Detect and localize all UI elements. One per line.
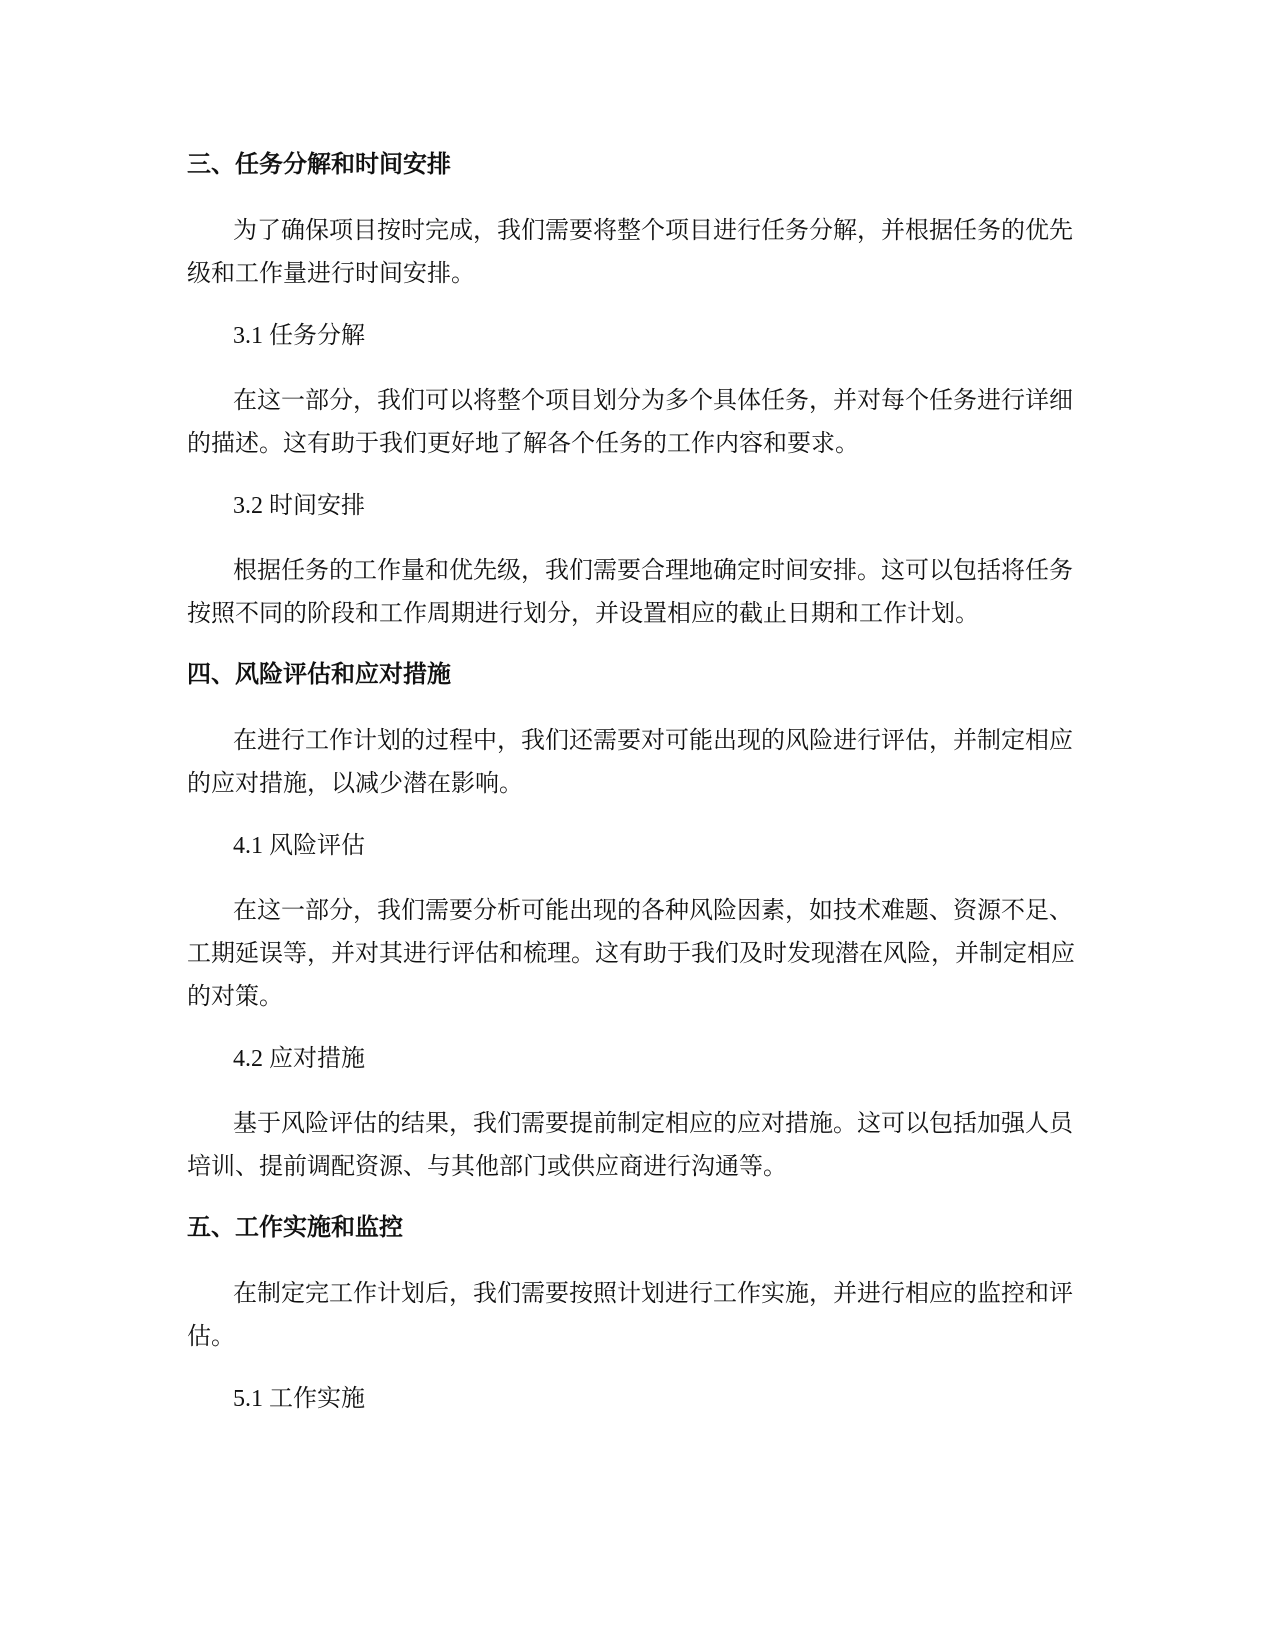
subsection-text: 根据任务的工作量和优先级，我们需要合理地确定时间安排。这可以包括将任务按照不同的阶段和工作周期进行划分，并设置相应的截止日期和工作计划。 <box>187 558 1073 627</box>
subsection-heading: 4.1 风险评估 <box>233 833 365 859</box>
subsection-heading: 3.1 任务分解 <box>233 323 365 349</box>
section-title: 三、任务分解和时间安排 <box>187 150 451 178</box>
section-intro: 在进行工作计划的过程中，我们还需要对可能出现的风险进行评估，并制定相应的应对措施，以减少潜在影响。 <box>187 728 1073 797</box>
subsection-text: 在这一部分，我们需要分析可能出现的各种风险因素，如技术难题、资源不足、工期延误等，并对其进行评估和梳理。这有助于我们及时发现潜在风险，并制定相应的对策。 <box>187 898 1075 1010</box>
subsection-heading: 3.2 时间安排 <box>233 493 365 519</box>
section-title: 四、风险评估和应对措施 <box>187 660 451 688</box>
section-intro: 在制定完工作计划后，我们需要按照计划进行工作实施，并进行相应的监控和评估。 <box>187 1281 1073 1350</box>
section-intro: 为了确保项目按时完成，我们需要将整个项目进行任务分解，并根据任务的优先级和工作量进行时间安排。 <box>187 218 1073 287</box>
document-body <box>187 146 1087 1417</box>
subsection-text: 基于风险评估的结果，我们需要提前制定相应的应对措施。这可以包括加强人员培训、提前调配资源、与其他部门或供应商进行沟通等。 <box>187 1111 1073 1180</box>
subsection-text: 在这一部分，我们可以将整个项目划分为多个具体任务，并对每个任务进行详细的描述。这有助于我们更好地了解各个任务的工作内容和要求。 <box>187 388 1073 457</box>
subsection-heading: 4.2 应对措施 <box>233 1046 365 1072</box>
section-title: 五、工作实施和监控 <box>187 1213 403 1241</box>
subsection-heading: 5.1 工作实施 <box>233 1386 365 1412</box>
